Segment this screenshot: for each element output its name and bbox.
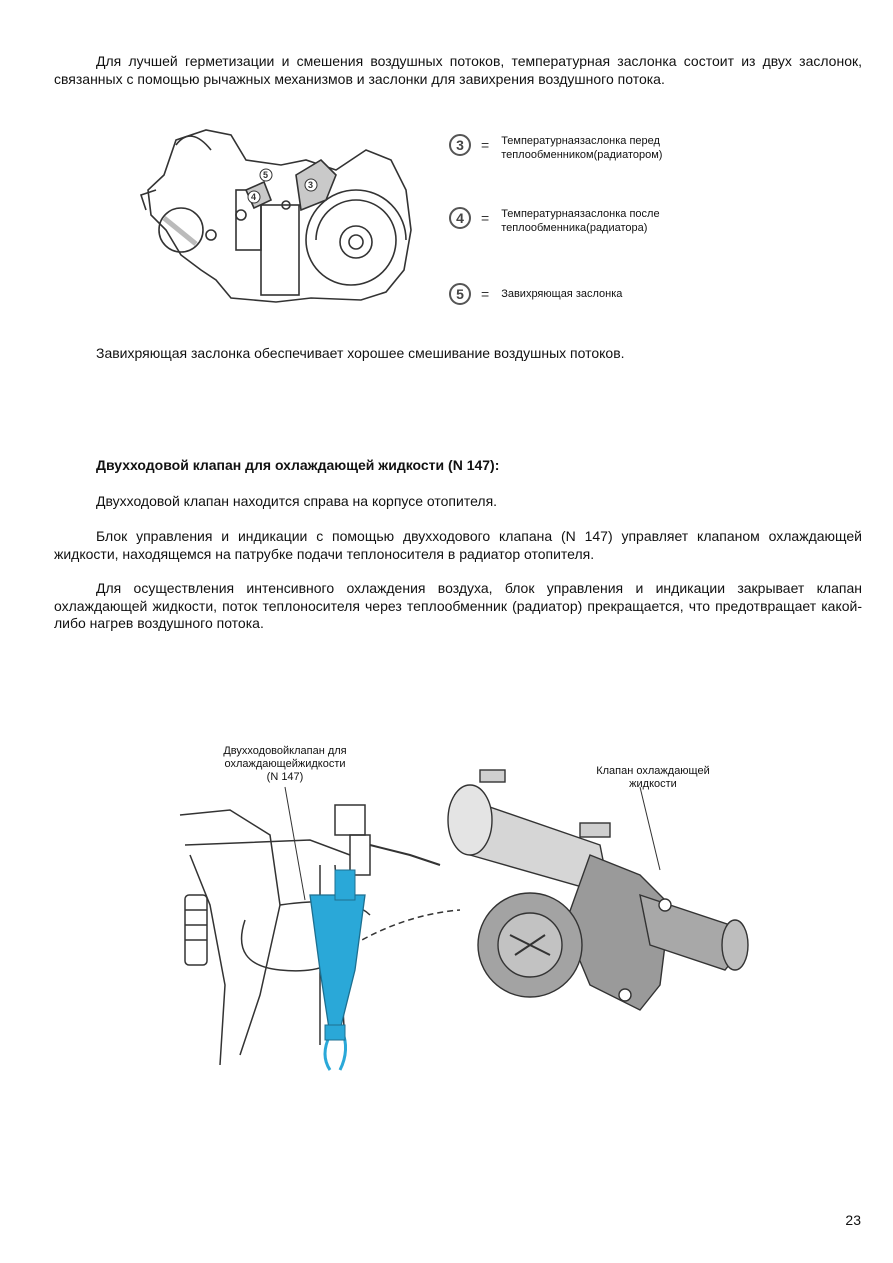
leader-line [640, 787, 660, 870]
two-way-valve-n147 [310, 870, 365, 1070]
legend-item-5 [449, 283, 622, 305]
control-paragraph: Блок управления и индикации с помощью двухходового клапана (N 147) управляет клапаном охлаждающей жидкости, находящемся на патрубке подачи теплоносителя в радиатор отопителя. [54, 528, 862, 562]
callout-line: Клапан охлаждающей [596, 765, 710, 777]
legend-line: теплообменником(радиатором) [501, 149, 663, 161]
legend-line: Завихряющая заслонка [501, 288, 623, 300]
intro-paragraph: Для лучшей герметизации и смешения воздушных потоков, температурная заслонка состоит из двух заслонок, связанных с помощью рычажных механизмов и заслонки для завихрения воздушного потока. [54, 53, 862, 87]
valve-location-paragraph: Двухходовой клапан находится справа на корпусе отопителя. [96, 493, 498, 509]
callout-line: жидкости [629, 778, 677, 790]
legend-number: 3 [449, 134, 471, 156]
callout-line: охлаждающейжидкости [224, 758, 346, 770]
legend-line: Температурнаязаслонка после [501, 208, 660, 220]
legend-equals: = [481, 210, 490, 226]
swirl-paragraph: Завихряющая заслонка обеспечивает хорошее смешивание воздушных потоков. [96, 345, 625, 361]
legend-text [501, 283, 622, 305]
callout-line: Двухходовойклапан для [223, 745, 347, 757]
cooling-paragraph: Для осуществления интенсивного охлаждения воздуха, блок управления и индикации закрывает клапан охлаждающей жидкости, поток теплоносителя через теплообменник (радиатор) прекращается, что предотвращает какой-либо нагрев воздушного потока. [54, 580, 862, 631]
legend-text [501, 134, 662, 162]
flap-diagram [136, 120, 426, 315]
mark-4: 4 [251, 192, 257, 202]
valve-illustration [170, 745, 760, 1075]
legend-line: Температурнаязаслонка перед [501, 135, 660, 147]
legend-equals: = [481, 286, 490, 302]
legend-text [501, 207, 659, 235]
legend-number: 5 [449, 283, 471, 305]
coolant-valve [448, 770, 748, 1010]
legend-equals: = [481, 137, 490, 153]
page-number: 23 [845, 1212, 861, 1228]
legend-item-4 [449, 207, 660, 235]
callout-line: (N 147) [266, 771, 304, 783]
section-heading: Двухходовой клапан для охлаждающей жидкости (N 147): [96, 457, 500, 473]
legend-number: 4 [449, 207, 471, 229]
mark-3: 3 [308, 180, 314, 190]
legend-line: теплообменника(радиатора) [501, 222, 648, 234]
leader-line [285, 787, 305, 900]
mark-5: 5 [263, 170, 269, 180]
legend-item-3 [449, 134, 662, 162]
